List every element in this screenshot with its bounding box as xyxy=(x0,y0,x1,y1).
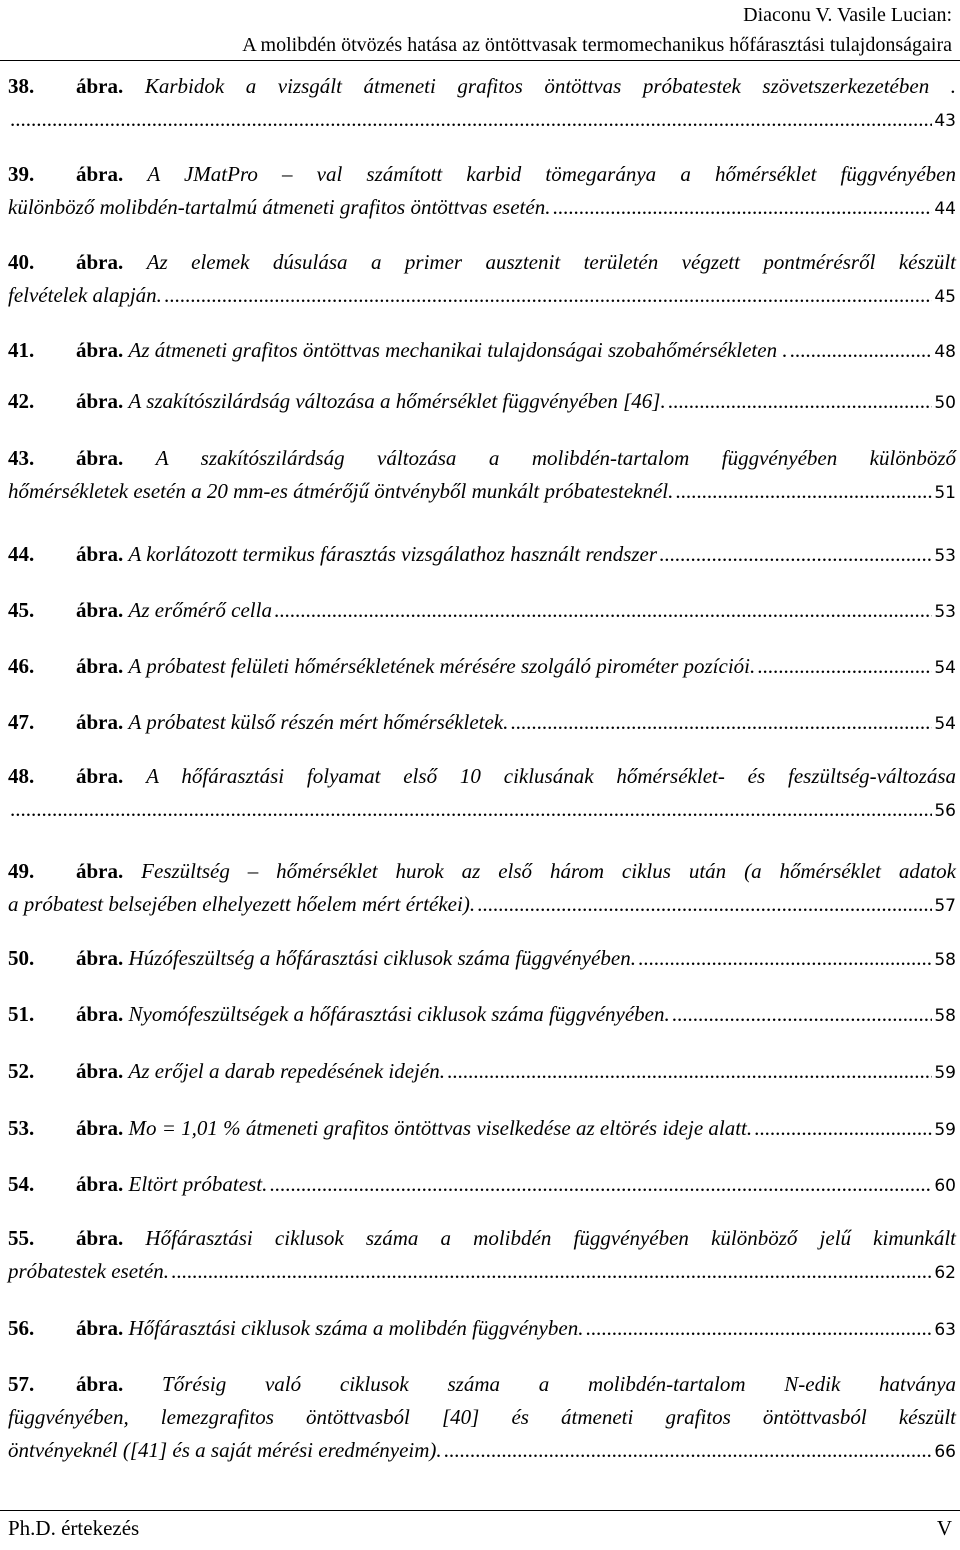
toc-entry[interactable] xyxy=(8,442,956,510)
page-reference[interactable]: 43 xyxy=(934,111,956,131)
figure-number: 44. xyxy=(8,542,35,566)
dot-leader xyxy=(444,1434,933,1467)
figure-label: ábra. xyxy=(76,1226,124,1250)
toc-entry[interactable] xyxy=(8,158,956,226)
figure-caption-continued: különböző molibdén-tartalmú átmeneti grafitos öntöttvas esetén. xyxy=(8,195,551,219)
figure-caption: Az elemek dúsulása a primer ausztenit területén végzett pontmérésről készült xyxy=(146,250,956,274)
dot-leader xyxy=(552,191,932,224)
toc-entry[interactable] xyxy=(8,855,956,923)
figure-number: 51. xyxy=(8,1002,35,1026)
toc-entry[interactable] xyxy=(8,1312,956,1347)
figure-number: 42. xyxy=(8,389,35,413)
figure-caption: Feszültség – hőmérséklet hurok az első három ciklus után (a hőmérséklet adatok xyxy=(141,859,957,883)
dot-leader xyxy=(10,103,932,136)
figure-label: ábra. xyxy=(76,1116,124,1140)
figure-caption: A hőfárasztási folyamat első 10 ciklusának hőmérséklet- és feszültség-változása xyxy=(146,764,957,788)
page-reference[interactable]: 57 xyxy=(934,896,956,916)
dot-leader xyxy=(10,793,932,826)
toc-entry[interactable] xyxy=(8,385,956,420)
dot-leader xyxy=(757,650,932,683)
figure-number: 52. xyxy=(8,1059,35,1083)
figure-label: ábra. xyxy=(76,710,124,734)
header-author: Diaconu V. Vasile Lucian: xyxy=(743,4,952,26)
figure-caption-continued: öntvényeknél ([41] és a saját mérési eredményeim). xyxy=(8,1438,442,1462)
figure-caption-continued: hőmérsékletek esetén a 20 mm-es átmérőjű öntvényből munkált próbatesteknél. xyxy=(8,479,674,503)
figure-caption: A korlátozott termikus fárasztás vizsgálathoz használt rendszer xyxy=(128,542,658,566)
dot-leader xyxy=(659,538,932,571)
figure-caption: Hőfárasztási ciklusok száma a molibdén függvényben. xyxy=(128,1316,584,1340)
figure-number: 41. xyxy=(8,338,35,362)
page-number: V xyxy=(936,1516,952,1540)
figure-caption: Húzófeszültség a hőfárasztási ciklusok száma függvényében. xyxy=(128,946,636,970)
page-reference[interactable]: 66 xyxy=(934,1442,956,1462)
figure-number: 49. xyxy=(8,859,35,883)
figure-caption: A szakítószilárdság változása a molibdén-tartalom függvényében különböző xyxy=(155,446,957,470)
figure-label: ábra. xyxy=(76,1002,124,1026)
figure-label: ábra. xyxy=(76,598,124,622)
toc-entry[interactable] xyxy=(8,594,956,629)
dot-leader xyxy=(164,279,932,312)
page-reference[interactable]: 44 xyxy=(934,199,956,219)
page-reference[interactable]: 54 xyxy=(934,714,956,734)
toc-entry[interactable] xyxy=(8,1368,956,1469)
page-reference[interactable]: 51 xyxy=(934,483,956,503)
page-reference[interactable]: 50 xyxy=(934,393,956,413)
page-reference[interactable]: 60 xyxy=(934,1176,956,1196)
figure-label: ábra. xyxy=(76,338,124,362)
toc-entry[interactable] xyxy=(8,1055,956,1090)
footer-rule xyxy=(0,1510,960,1511)
dot-leader xyxy=(477,888,932,921)
toc-entry[interactable] xyxy=(8,538,956,573)
dot-leader xyxy=(675,475,932,508)
page-reference[interactable]: 53 xyxy=(934,602,956,622)
figure-label: ábra. xyxy=(76,1372,124,1396)
figure-caption: Az átmeneti grafitos öntöttvas mechanikai tulajdonságai szobahőmérsékleten . xyxy=(128,338,788,362)
figure-caption: A szakítószilárdság változása a hőmérséklet függvényében [46]. xyxy=(128,389,666,413)
figure-label: ábra. xyxy=(76,389,124,413)
page-reference[interactable]: 48 xyxy=(934,342,956,362)
figure-label: ábra. xyxy=(76,542,124,566)
toc-entry[interactable] xyxy=(8,998,956,1033)
page-reference[interactable]: 63 xyxy=(934,1320,956,1340)
figure-number: 43. xyxy=(8,446,35,470)
toc-entry[interactable] xyxy=(8,760,956,828)
figure-caption: Mo = 1,01 % átmeneti grafitos öntöttvas viselkedése az eltörés ideje alatt. xyxy=(128,1116,753,1140)
figure-label: ábra. xyxy=(76,1059,124,1083)
figure-number: 40. xyxy=(8,250,35,274)
figure-caption: Nyomófeszültségek a hőfárasztási ciklusok száma függvényében. xyxy=(128,1002,670,1026)
toc-entry[interactable] xyxy=(8,1168,956,1203)
toc-entry[interactable] xyxy=(8,334,956,369)
toc-entry[interactable] xyxy=(8,942,956,977)
figure-caption-continued: próbatestek esetén. xyxy=(8,1259,169,1283)
figure-number: 53. xyxy=(8,1116,35,1140)
dot-leader xyxy=(274,594,932,627)
figure-caption: Eltört próbatest. xyxy=(128,1172,268,1196)
figure-caption: Az erőjel a darab repedésének idején. xyxy=(128,1059,445,1083)
figure-number: 46. xyxy=(8,654,35,678)
dot-leader xyxy=(510,706,932,739)
figure-number: 57. xyxy=(8,1372,35,1396)
figure-caption: Karbidok a vizsgált átmeneti grafitos öntöttvas próbatestek szövetszerkezetében . xyxy=(144,74,957,98)
dot-leader xyxy=(585,1312,932,1345)
page-reference[interactable]: 45 xyxy=(934,287,956,307)
figure-caption: A próbatest külső részén mért hőmérsékletek. xyxy=(128,710,509,734)
figure-caption-continued: felvételek alapján. xyxy=(8,283,162,307)
page-reference[interactable]: 62 xyxy=(934,1263,956,1283)
page-reference[interactable]: 59 xyxy=(934,1063,956,1083)
figure-label: ábra. xyxy=(76,764,124,788)
figure-number: 50. xyxy=(8,946,35,970)
dot-leader xyxy=(269,1168,932,1201)
figure-number: 56. xyxy=(8,1316,35,1340)
figure-number: 48. xyxy=(8,764,35,788)
header-rule xyxy=(0,60,960,61)
dot-leader xyxy=(171,1255,932,1288)
running-header xyxy=(0,0,960,60)
dot-leader xyxy=(447,1055,932,1088)
figure-caption: Az erőmérő cella xyxy=(128,598,272,622)
page-reference[interactable]: 58 xyxy=(934,950,956,970)
figure-label: ábra. xyxy=(76,859,124,883)
toc-entry[interactable] xyxy=(8,650,956,685)
page-reference[interactable]: 59 xyxy=(934,1120,956,1140)
toc-entry[interactable] xyxy=(8,70,956,138)
header-title: A molibdén ötvözés hatása az öntöttvasak termomechanikus hőfárasztási tulajdonságaira xyxy=(242,34,952,56)
figure-number: 55. xyxy=(8,1226,35,1250)
dot-leader xyxy=(672,998,933,1031)
figure-label: ábra. xyxy=(76,162,124,186)
figure-caption: Tőrésig való ciklusok száma a molibdén-tartalom N-edik hatványa xyxy=(162,1372,957,1396)
figure-label: ábra. xyxy=(76,654,124,678)
figure-label: ábra. xyxy=(76,1172,124,1196)
figure-label: ábra. xyxy=(76,446,124,470)
figure-caption-continued: a próbatest belsejében elhelyezett hőelem mért értékei). xyxy=(8,892,476,916)
page-footer xyxy=(8,1516,952,1541)
dot-leader xyxy=(790,334,933,367)
figure-number: 54. xyxy=(8,1172,35,1196)
figure-caption: Hőfárasztási ciklusok száma a molibdén függvényében különböző jelű kimunkált xyxy=(145,1226,956,1250)
toc-entry[interactable] xyxy=(8,706,956,741)
figure-number: 47. xyxy=(8,710,35,734)
page-reference[interactable]: 56 xyxy=(934,801,956,821)
figure-caption-continued: függvényében, lemezgrafitos öntöttvasból [40] és átmeneti grafitos öntöttvasból készült xyxy=(8,1405,956,1429)
dot-leader xyxy=(754,1112,932,1145)
dot-leader xyxy=(668,385,933,418)
toc-entry[interactable] xyxy=(8,1112,956,1147)
figure-number: 38. xyxy=(8,74,35,98)
page-reference[interactable]: 54 xyxy=(934,658,956,678)
figure-number: 39. xyxy=(8,162,35,186)
page-reference[interactable]: 58 xyxy=(934,1006,956,1026)
figure-caption: A JMatPro – val számított karbid tömegaránya a hőmérséklet függvényében xyxy=(147,162,956,186)
figure-number: 45. xyxy=(8,598,35,622)
footer-label: Ph.D. értekezés xyxy=(8,1516,140,1540)
figure-label: ábra. xyxy=(76,1316,124,1340)
dot-leader xyxy=(638,942,932,975)
toc-entry[interactable] xyxy=(8,1222,956,1290)
page-reference[interactable]: 53 xyxy=(934,546,956,566)
figure-label: ábra. xyxy=(76,250,124,274)
figure-label: ábra. xyxy=(76,946,124,970)
figure-caption: A próbatest felületi hőmérsékletének mérésére szolgáló pirométer pozíciói. xyxy=(128,654,756,678)
toc-entry[interactable] xyxy=(8,246,956,314)
figure-label: ábra. xyxy=(76,74,124,98)
